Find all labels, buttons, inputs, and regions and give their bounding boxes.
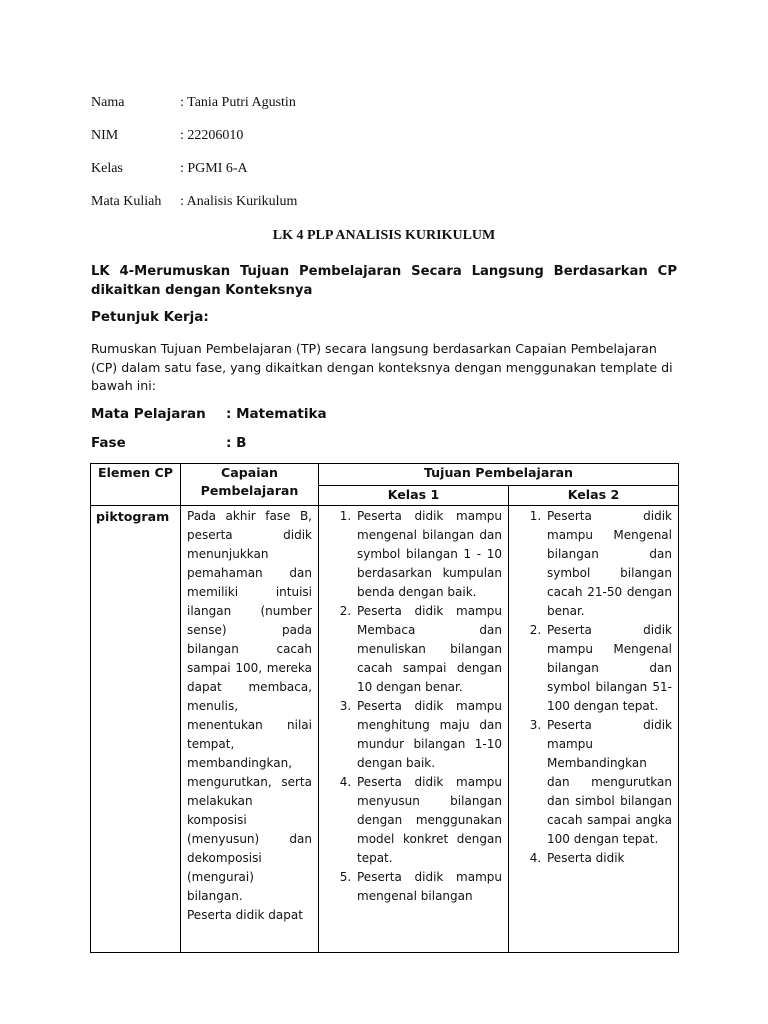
header-capaian-pembelajaran: Capaian Pembelajaran [181,464,319,506]
list-item: 1. Peserta didik mampu mengenal bilangan dan symbol bilangan 1 - 10 berdasarkan kumpulan benda dengan baik. [355,507,502,602]
mata-kuliah-label: Mata Kuliah [91,194,162,209]
document-title: LK 4 PLP ANALISIS KURIKULUM [272,228,496,243]
header-kelas-2: Kelas 2 [509,486,679,506]
mata-pelajaran-value: : Matematika [226,406,327,422]
fase-value: : B [226,435,247,451]
kelas-1-cell [319,506,509,953]
nim-label: NIM [91,128,119,143]
list-item: 3. Peserta didik mampu Membandingkan dan mengurutkan dan simbol bilangan cacah sampai angka 100 dengan tepat. [545,716,672,849]
capaian-cell [181,506,319,953]
lk-heading: LK 4-Merumuskan Tujuan Pembelajaran Secara Langsung Berdasarkan CP dikaitkan dengan Konteksnya [91,264,677,298]
nama-label: Nama [91,95,125,110]
kelas-2-cell [509,506,679,953]
header-elemen-cp: Elemen CP [91,464,181,506]
list-item: 3. Peserta didik mampu menghitung maju dan mundur bilangan 1-10 dengan baik. [355,697,502,773]
fase-label: Fase [91,435,126,451]
table-header-row [91,464,679,486]
kelas-label: Kelas [91,161,123,176]
capaian-paragraph-2: Peserta didik dapat [187,908,303,922]
header-tujuan-pembelajaran: Tujuan Pembelajaran [319,464,679,486]
list-item: 4. Peserta didik [545,849,672,868]
mata-kuliah-value: : Analisis Kurikulum [180,194,298,209]
table-row [91,506,679,953]
list-item: 2. Peserta didik mampu Mengenal bilangan dan symbol bilangan 51-100 dengan tepat. [545,621,672,716]
kelas-1-list [319,506,508,906]
nim-value: : 22206010 [180,128,244,143]
mata-pelajaran-label: Mata Pelajaran [91,406,206,422]
list-item: 5. Peserta didik mampu mengenal bilangan [355,868,502,906]
list-item: 4. Peserta didik mampu menyusun bilangan dengan menggunakan model konkret dengan tepat. [355,773,502,868]
elemen-cell: piktogram [91,506,181,953]
capaian-paragraph-1: Pada akhir fase B, peserta didik menunjukkan pemahaman dan memiliki intuisi ilangan (number sense) pada bilangan cacah sampai 100, mereka dapat membaca, menulis, menentukan nilai tempat, membandingkan, mengurutkan, serta melakukan komposisi (menyusun) dan dekomposisi (mengurai) bilangan. [187,509,312,903]
kelas-value: : PGMI 6-A [180,161,248,176]
list-item: 1. Peserta didik mampu Mengenal bilangan dan symbol bilangan cacah 21-50 dengan benar. [545,507,672,621]
nama-value: : Tania Putri Agustin [180,95,296,110]
cp-table [90,463,679,953]
kelas-2-list [509,506,678,868]
header-kelas-1: Kelas 1 [319,486,509,506]
list-item: 2. Peserta didik mampu Membaca dan menuliskan bilangan cacah sampai dengan 10 dengan benar. [355,602,502,697]
petunjuk-label: Petunjuk Kerja: [91,309,209,325]
instruction-text: Rumuskan Tujuan Pembelajaran (TP) secara langsung berdasarkan Capaian Pembelajaran (CP) dalam satu fase, yang dikaitkan dengan konteksnya dengan menggunakan template di bawah ini: [91,341,673,393]
